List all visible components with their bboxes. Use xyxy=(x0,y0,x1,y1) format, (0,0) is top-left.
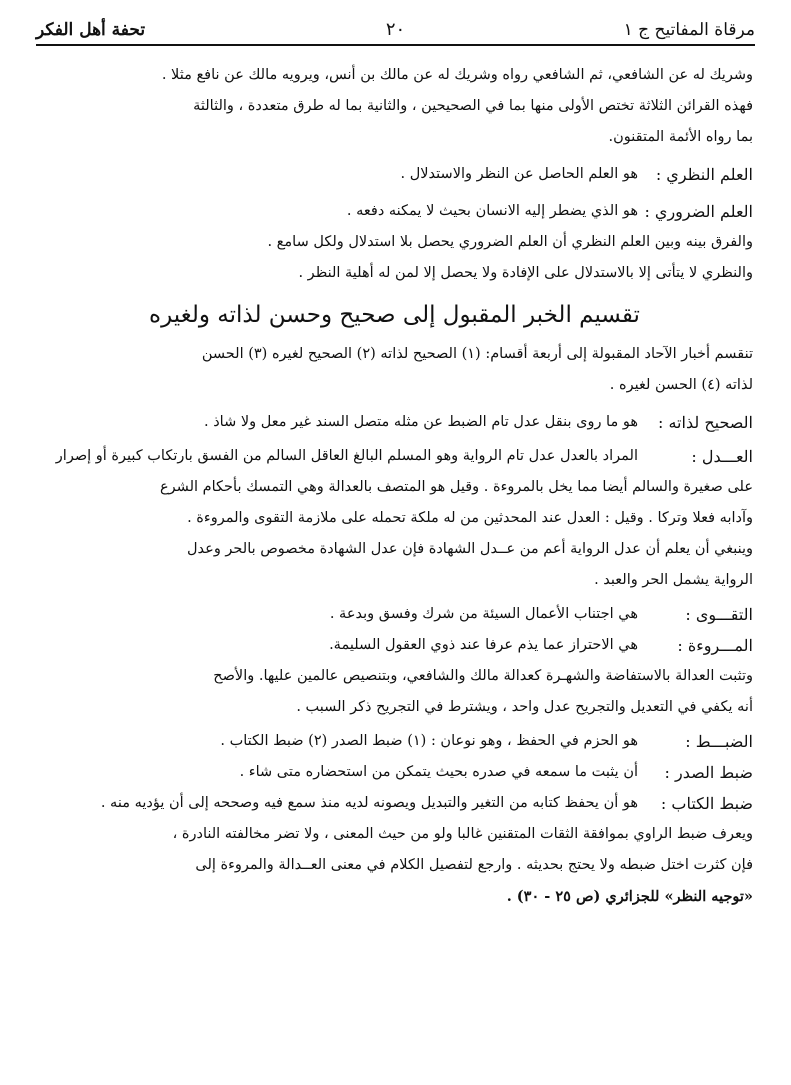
entry-sahih xyxy=(36,407,753,438)
entry-muruwwa xyxy=(36,630,753,661)
page-header xyxy=(36,14,755,46)
section-heading: تقسيم الخبر المقبول إلى صحيح وحسن لذاته ولغيره xyxy=(149,302,640,328)
text-line: المراد بالعدل عدل تام الرواية وهو المسلم البالغ العاقل السالم من الفسق بارتكاب كبيرة أو إصرار xyxy=(55,448,638,464)
definition xyxy=(36,159,638,190)
text-line: هي الاحتراز عما يذم عرفا عند ذوي العقول السليمة. xyxy=(329,637,638,653)
text-line: هو أن يحفظ كتابه من التغير والتبديل ويصونه لديه منذ سمع فيه وصححه إلى أن يؤديه منه . xyxy=(100,795,638,811)
term-label: الصحيح لذاته : xyxy=(658,413,753,432)
definition xyxy=(36,630,638,661)
text-line: أن يثبت ما سمعه في صدره بحيث يتمكن من استحضاره متى شاء . xyxy=(239,764,638,780)
text-line: والنظري لا يتأتى إلا بالاستدلال على الإفادة ولا يحصل إلا لمن له أهلية النظر . xyxy=(298,265,753,281)
term-label: التقـــوى : xyxy=(685,605,753,624)
section-title: تحفة أهل الفكر xyxy=(36,20,146,40)
term-label: العلم الضروري : xyxy=(644,202,753,221)
term-label: ضبط الكتاب : xyxy=(660,794,753,813)
definition xyxy=(36,407,638,438)
text-line: هو الحزم في الحفظ ، وهو نوعان : (١) ضبط الصدر (٢) ضبط الكتاب . xyxy=(220,733,638,749)
text-line: فهذه القرائن الثلاثة تختص الأولى منها بما في الصحيحين ، والثانية بما له طرق متعددة ، والثالثة xyxy=(193,98,753,114)
text-line: «توجيه النظر» للجزائري (ص ٢٥ - ٣٠) . xyxy=(506,888,753,905)
definition xyxy=(36,196,638,227)
definition xyxy=(36,441,638,472)
text-line: وينبغي أن يعلم أن عدل الرواية أعم من عــدل الشهادة فإن عدل الشهادة مخصوص بالحر وعدل xyxy=(187,541,753,557)
text-line: وآدابه فعلا وتركا . وقيل : العدل عند المحدثين من له ملكة تحمله على ملازمة التقوى والمروءة . xyxy=(187,510,753,526)
text-line: على صغيرة والسالم أيضا مما يخل بالمروءة . وقيل هو المتصف بالعدالة وهي التمسك بأحكام الشرع xyxy=(160,479,753,495)
definition xyxy=(36,599,638,630)
entry-dabt-kitab xyxy=(36,788,753,819)
text-line: الرواية يشمل الحر والعبد . xyxy=(594,572,753,588)
page-content xyxy=(36,60,753,912)
entry-dabt xyxy=(36,726,753,757)
page-number: ٢٠ xyxy=(385,19,406,40)
definition xyxy=(36,726,638,757)
text-line: تنقسم أخبار الآحاد المقبولة إلى أربعة أقسام: (١) الصحيح لذاته (٢) الصحيح لغيره (٣) الحسن xyxy=(201,346,753,362)
definition xyxy=(36,788,638,819)
entry-daruri xyxy=(36,196,753,227)
text-line: ويعرف ضبط الراوي بموافقة الثقات المتقنين غالبا ولو من حيث المعنى ، ولا تضر مخالفته النادرة ، xyxy=(172,826,753,842)
definition xyxy=(36,757,638,788)
text-line: لذاته (٤) الحسن لغيره . xyxy=(609,377,753,393)
text-line: هو العلم الحاصل عن النظر والاستدلال . xyxy=(400,166,638,182)
term-label: العلم النظري : xyxy=(655,165,753,184)
entry-taqwa xyxy=(36,599,753,630)
division-paragraph xyxy=(36,339,753,401)
intro-paragraph xyxy=(36,60,753,153)
term-label: العـــدل : xyxy=(691,447,753,466)
entry-adl xyxy=(36,441,753,472)
text-line: بما رواه الأئمة المتقنون. xyxy=(608,129,753,145)
term-label: الضبـــط : xyxy=(685,732,753,751)
text-line: وتثبت العدالة بالاستفاضة والشهـرة كعدالة مالك والشافعي، وبتنصيص عالمين عليها. والأصح xyxy=(213,668,753,684)
term-label: ضبط الصدر : xyxy=(664,763,753,782)
book-title: مرقاة المفاتيح ج ١ xyxy=(623,20,755,40)
text-line: والفرق بينه وبين العلم النظري أن العلم الضروري يحصل بلا استدلال ولكل سامع . xyxy=(267,234,753,250)
text-line: وشريك له عن الشافعي، ثم الشافعي رواه وشريك له عن مالك بن أنس، ويرويه مالك عن نافع مثلا . xyxy=(161,67,753,83)
text-line: هو ما روى بنقل عدل تام الضبط عن مثله متصل السند غير معل ولا شاذ . xyxy=(203,414,638,430)
text-line: هو الذي يضطر إليه الانسان بحيث لا يمكنه دفعه . xyxy=(346,203,638,219)
term-label: المـــروءة : xyxy=(677,636,753,655)
entry-dabt-sadr xyxy=(36,757,753,788)
text-line: هي اجتناب الأعمال السيئة من شرك وفسق وبدعة . xyxy=(329,606,638,622)
text-line: أنه يكفي في التعديل والتجريح عدل واحد ، ويشترط في التجريح ذكر السبب . xyxy=(296,699,753,715)
text-line: فإن كثرت اختل ضبطه ولا يحتج بحديثه . وارجع لتفصيل الكلام في معنى العــدالة والمروءة إلى xyxy=(195,857,753,873)
entry-nazari xyxy=(36,159,753,190)
